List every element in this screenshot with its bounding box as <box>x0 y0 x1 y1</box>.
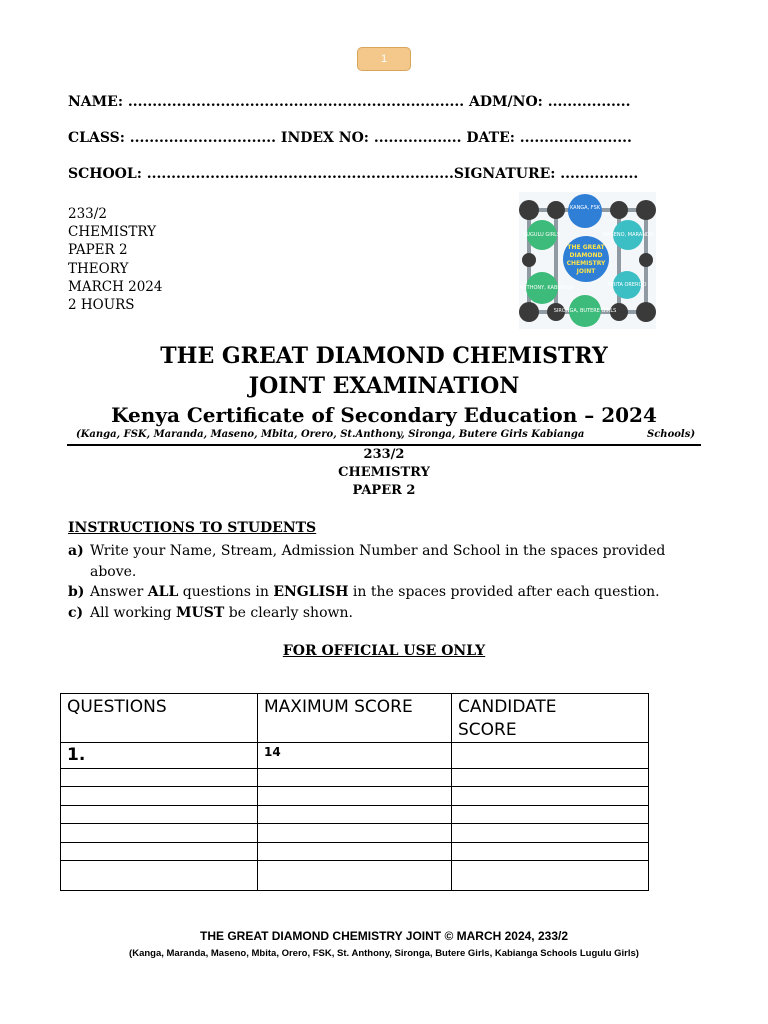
class-field: CLASS: .............................. INDEX NO: .................. DATE: ....................... <box>68 130 632 146</box>
max-score-cell <box>258 824 452 843</box>
exam-title-line3: Kenya Certificate of Secondary Education – 2024 <box>111 403 657 427</box>
instruction-run: in the spaces provided after each question. <box>348 584 660 600</box>
table-row <box>61 806 649 824</box>
paper-code: 233/2 <box>68 206 107 222</box>
footer-copyright: THE GREAT DIAMOND CHEMISTRY JOINT © MARCH 2024, 233/2 <box>199 929 568 943</box>
school-field: SCHOOL: ...............................................................SIGNATURE: ................ <box>68 166 639 182</box>
table-row <box>61 769 649 787</box>
paper-number: PAPER 2 <box>68 242 128 259</box>
header-questions: QUESTIONS <box>61 694 258 743</box>
instruction-text <box>90 603 353 624</box>
logo-center-line3: CHEMISTRY <box>566 260 606 267</box>
candidate-score-cell[interactable] <box>452 843 649 861</box>
logo-ball-lugulu: LUGULU GIRLS <box>523 232 561 238</box>
logo-ball-kanga: KANGA, FSK <box>569 205 601 211</box>
paper-meta <box>68 205 163 314</box>
instructions-heading: INSTRUCTIONS TO STUDENTS <box>68 520 317 536</box>
instruction-text <box>90 541 668 582</box>
max-score-cell <box>258 787 452 806</box>
question-cell <box>61 843 258 861</box>
table-row <box>61 787 649 806</box>
max-score: 14 <box>258 743 452 769</box>
max-score-cell <box>258 769 452 787</box>
max-score-cell <box>258 861 452 891</box>
header-maximum-score: MAXIMUM SCORE <box>258 694 452 743</box>
instruction-run: be clearly shown. <box>224 604 353 621</box>
title-divider <box>67 444 701 446</box>
instruction-item <box>68 582 668 603</box>
question-cell <box>61 861 258 891</box>
question-cell <box>61 769 258 787</box>
diamond-joint-logo <box>510 192 656 329</box>
instructions-list <box>68 541 668 623</box>
instruction-run: questions in <box>178 584 274 600</box>
candidate-score-cell[interactable] <box>452 743 649 769</box>
exam-title-line2: JOINT EXAMINATION <box>248 373 520 399</box>
logo-center-line1: THE GREAT <box>567 244 605 251</box>
candidate-score-label: CANDIDATE SCORE <box>458 697 557 740</box>
instruction-label: b) <box>68 584 85 600</box>
instruction-emphasis: MUST <box>176 604 225 621</box>
question-number: 1. <box>61 743 258 769</box>
official-use-heading: FOR OFFICIAL USE ONLY <box>282 643 486 659</box>
logo-ball-mbita: MBITA OREROO <box>607 282 647 288</box>
table-row <box>61 843 649 861</box>
header-candidate-score <box>452 694 649 743</box>
paper-subject: CHEMISTRY <box>68 224 157 241</box>
instruction-emphasis: ENGLISH <box>273 584 349 600</box>
max-score-cell <box>258 806 452 824</box>
participating-schools: (Kanga, FSK, Maranda, Maseno, Mbita, Orero, St.Anthony, Sironga, Butere Girls Kabianga <box>76 429 585 440</box>
instruction-text <box>90 582 660 603</box>
paper-date: MARCH 2024 <box>68 278 163 295</box>
logo-center-line2: DIAMOND <box>569 252 603 259</box>
candidate-score-cell[interactable] <box>452 787 649 806</box>
candidate-score-cell[interactable] <box>452 806 649 824</box>
candidate-score-cell[interactable] <box>452 861 649 891</box>
instruction-label: a) <box>68 543 84 559</box>
paper-type: THEORY <box>68 260 129 277</box>
table-header-row <box>61 694 649 743</box>
table-row <box>61 743 649 769</box>
max-score-cell <box>258 843 452 861</box>
subtitle-subject: CHEMISTRY <box>338 465 430 480</box>
subtitle-code: 233/2 <box>363 447 405 462</box>
table-row <box>61 824 649 843</box>
name-field: NAME: ..................................................................... ADM/NO: ................. <box>68 94 631 110</box>
instruction-item <box>68 541 668 582</box>
logo-ball-maseno: MASENO, MARANDA <box>602 232 654 238</box>
instruction-item <box>68 603 668 624</box>
candidate-score-cell[interactable] <box>452 824 649 843</box>
subtitle-paper: PAPER 2 <box>352 483 416 498</box>
score-table <box>60 693 649 891</box>
candidate-score-cell[interactable] <box>452 769 649 787</box>
paper-duration: 2 HOURS <box>68 297 135 314</box>
question-cell <box>61 824 258 843</box>
instruction-emphasis: ALL <box>147 584 179 600</box>
logo-center-line4: JOINT <box>576 268 596 275</box>
logo-ball-stanthony: ST. ANTHONY, KABIANGA <box>510 285 574 291</box>
exam-title-line1: THE GREAT DIAMOND CHEMISTRY <box>160 343 608 369</box>
instruction-run: Write your Name, Stream, Admission Number and School in the spaces provided above. <box>90 543 666 580</box>
footer-schools: (Kanga, Maranda, Maseno, Mbita, Orero, FSK, St. Anthony, Sironga, Butere Girls, Kabianga Schools Lugulu Girls) <box>129 948 639 959</box>
instruction-label: c) <box>68 604 84 621</box>
logo-ball-sironga: SIRONGA, BUTERE GIRLS <box>553 308 617 314</box>
instruction-run: Answer <box>90 584 148 600</box>
instruction-run: All working <box>90 604 177 621</box>
question-cell <box>61 806 258 824</box>
question-cell <box>61 787 258 806</box>
page-number-badge: 1 <box>357 47 411 71</box>
table-row <box>61 861 649 891</box>
participating-schools-end: Schools) <box>647 429 696 440</box>
